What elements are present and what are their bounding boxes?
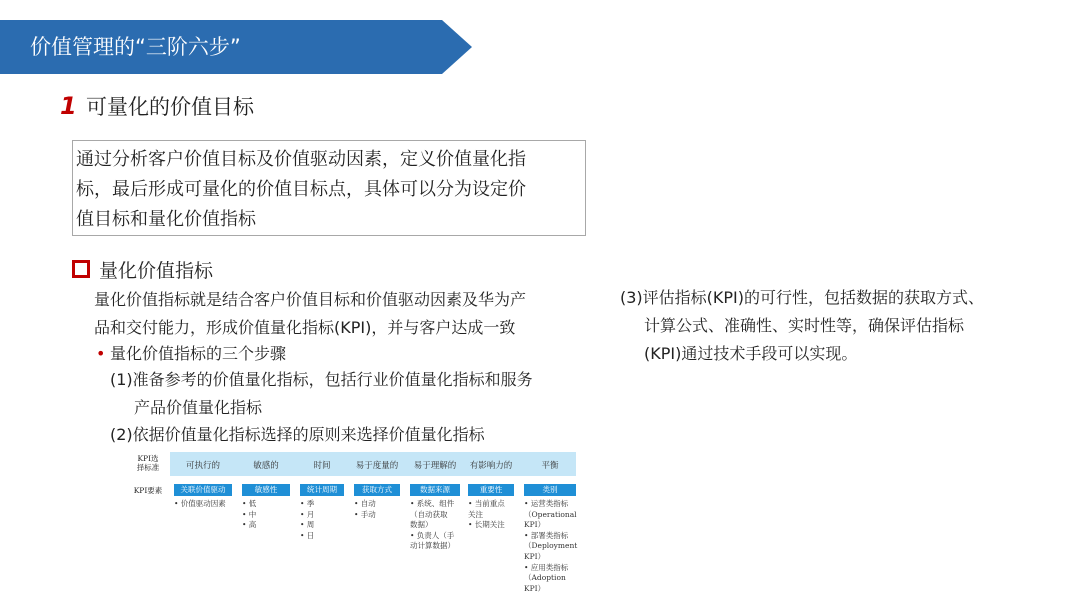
element-detail-line: （Operational [524, 509, 577, 519]
step-item-2: (2)依据价值量化指标选择的原则来选择价值量化指标 [110, 425, 485, 444]
element-detail-column [410, 499, 468, 552]
section-paragraph [94, 286, 586, 342]
step-title: 可量化的价值目标 [86, 95, 254, 119]
element-detail-line: （Deployment [524, 541, 578, 551]
element-detail-line: • 高 [242, 520, 257, 530]
element-detail-column [354, 499, 408, 520]
element-detail-line: （自动获取 [410, 509, 448, 519]
criteria-cell: 平衡 [541, 461, 559, 471]
step-item-1-line1: (1)准备参考的价值量化指标，包括行业价值量化指标和服务 [110, 370, 533, 389]
element-detail-line: • 低 [242, 499, 257, 508]
step-item-1 [110, 366, 586, 422]
element-detail-line: • 手动 [354, 509, 376, 519]
element-detail-line: • 运营类指标 [524, 499, 569, 508]
element-pill: 获取方式 [354, 484, 400, 496]
step-item-3 [620, 284, 1040, 368]
criteria-cell: 可执行的 [185, 461, 220, 471]
intro-box [72, 140, 586, 236]
element-detail-line: KPI） [524, 583, 546, 593]
paragraph-line: 品和交付能力，形成价值量化指标(KPI)，并与客户达成一致 [94, 318, 516, 337]
element-detail-line: 关注 [468, 509, 483, 519]
criteria-cell: 敏感的 [253, 461, 279, 471]
element-detail-line: KPI） [524, 520, 546, 530]
bullet-text: 量化价值指标的三个步骤 [110, 344, 287, 363]
step-number: 1 [60, 92, 77, 120]
section-heading [72, 254, 213, 284]
element-pill: 数据来源 [410, 484, 460, 496]
element-detail-column [468, 499, 522, 531]
criteria-cell: 有影响力的 [469, 461, 513, 471]
element-detail-line: KPI） [524, 551, 546, 561]
element-detail-column [242, 499, 298, 531]
element-detail-line: • 中 [242, 509, 257, 519]
intro-line: 标，最后形成可量化的价值目标点，具体可以分为设定价 [76, 179, 526, 200]
element-pill: 统计周期 [300, 484, 344, 496]
criteria-row-label [126, 454, 170, 472]
element-pill: 重要性 [468, 484, 514, 496]
element-detail-line: • 日 [300, 530, 315, 540]
criteria-label-line: 择标准 [136, 463, 160, 472]
criteria-label-line: KPI选 [137, 454, 159, 463]
element-detail-line: • 周 [300, 520, 315, 530]
element-detail-line: • 系统、组件 [410, 499, 455, 508]
step-item-3-line1: (3)评估指标(KPI)的可行性，包括数据的获取方式、 [620, 288, 985, 307]
element-pill: 关联价值驱动 [174, 484, 232, 496]
element-detail-line: • 自动 [354, 499, 376, 508]
element-detail-line: • 应用类指标 [524, 562, 569, 572]
intro-line: 值目标和量化价值指标 [76, 209, 256, 230]
element-detail-column [300, 499, 352, 541]
bullet-dot-icon: • [96, 344, 106, 363]
section-title: 量化价值指标 [99, 259, 214, 282]
element-detail-line: • 部署类指标 [524, 530, 569, 540]
criteria-cell: 易于度量的 [355, 461, 399, 471]
element-detail-line: （Adoption [524, 573, 566, 583]
step-item-3-line3: (KPI)通过技术手段可以实现。 [644, 344, 858, 363]
page-title: 价值管理的“三阶六步” [30, 35, 241, 59]
element-detail-line: 动计算数据） [410, 541, 455, 551]
step-item-3-line2: 计算公式、准确性、实时性等，确保评估指标 [644, 316, 965, 335]
element-detail-column [174, 499, 240, 510]
element-pill: 敏感性 [242, 484, 290, 496]
criteria-cell: 易于理解的 [413, 461, 457, 471]
element-detail-line: • 季 [300, 499, 315, 508]
element-detail-line: • 长期关注 [468, 520, 505, 530]
element-detail-line: 数据） [410, 520, 433, 530]
step-heading [60, 88, 254, 124]
element-detail-column [524, 499, 584, 594]
element-detail-line: • 月 [300, 509, 315, 519]
kpi-figure [126, 452, 580, 598]
element-detail-line: • 价值驱动因素 [174, 499, 226, 508]
square-bullet-icon [72, 260, 90, 278]
title-banner [0, 20, 472, 74]
element-pill: 类别 [524, 484, 576, 496]
element-detail-line: • 当前重点 [468, 499, 505, 508]
step-item-1-line2: 产品价值量化指标 [134, 398, 263, 417]
intro-line: 通过分析客户价值目标及价值驱动因素，定义价值量化指 [76, 149, 526, 170]
elements-row-label: KPI要素 [133, 486, 163, 495]
criteria-cell: 时间 [313, 461, 331, 471]
element-detail-line: • 负责人（手 [410, 530, 455, 540]
steps-bullet [96, 340, 286, 368]
paragraph-line: 量化价值指标就是结合客户价值目标和价值驱动因素及华为产 [94, 290, 527, 309]
